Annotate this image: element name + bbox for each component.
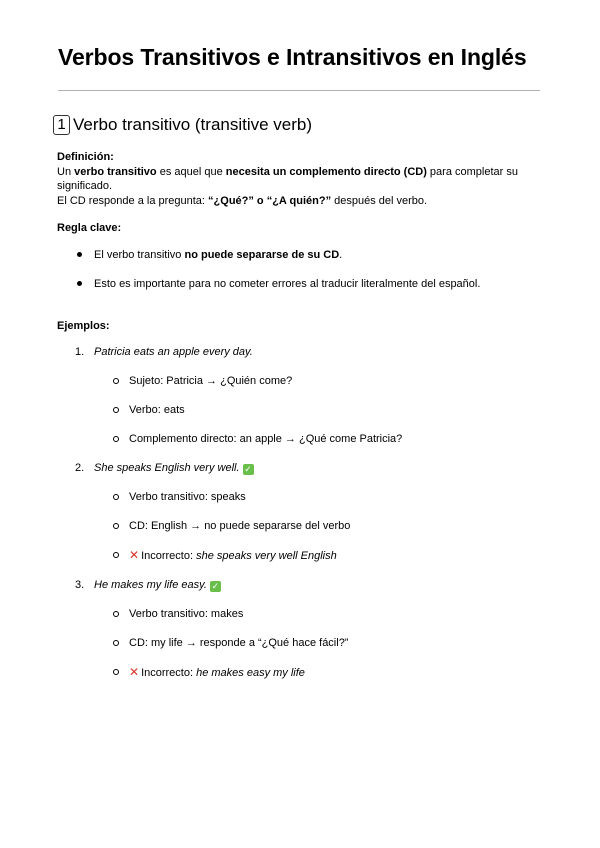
sub-bullet-circle	[113, 552, 119, 558]
example-incorrect: ✕ Incorrecto: she speaks very well English	[129, 548, 337, 562]
example-number: 2.	[75, 462, 85, 474]
sub-bullet-circle	[113, 640, 119, 646]
sub-bullet-circle	[113, 407, 119, 413]
definition-line-3: El CD responde a la pregunta: “¿Qué?” o “¿A quién?” después del verbo.	[57, 195, 428, 207]
section-heading	[53, 115, 312, 135]
check-mark-icon: ✓	[244, 464, 252, 474]
title-divider	[58, 90, 540, 91]
example-number: 3.	[75, 579, 85, 591]
page-title: Verbos Transitivos e Intransitivos en Inglés	[58, 44, 527, 70]
definition-line-1: Un verbo transitivo es aquel que necesita un complemento directo (CD) para completar su	[57, 166, 518, 178]
key-rule-item: El verbo transitivo no puede separarse de su CD.	[94, 249, 343, 261]
example-sentence-line	[94, 461, 254, 475]
sub-bullet-circle	[113, 436, 119, 442]
definition-line-2: significado.	[57, 180, 113, 192]
sub-bullet-circle	[113, 378, 119, 384]
sub-bullet-circle	[113, 669, 119, 675]
example-detail: Verbo transitivo: makes	[129, 608, 244, 620]
sub-bullet-circle	[113, 494, 119, 500]
example-detail: Sujeto: Patricia → ¿Quién come?	[129, 375, 293, 387]
example-sentence: He makes my life easy.	[94, 579, 207, 591]
example-detail: Verbo: eats	[129, 404, 185, 416]
example-number: 1.	[75, 346, 85, 358]
check-mark-icon: ✓	[211, 581, 220, 591]
example-sentence: Patricia eats an apple every day.	[94, 346, 253, 358]
examples-label: Ejemplos:	[57, 320, 110, 332]
section-heading-text: Verbo transitivo (transitive verb)	[73, 115, 313, 134]
example-detail: CD: English → no puede separarse del verbo	[129, 520, 351, 532]
example-sentence-line	[94, 578, 221, 592]
example-detail: Verbo transitivo: speaks	[129, 491, 246, 503]
key-rule-label: Regla clave:	[57, 222, 122, 234]
bullet-dot	[77, 252, 82, 257]
bullet-dot	[77, 281, 82, 286]
example-detail: Complemento directo: an apple → ¿Qué come Patricia?	[129, 433, 403, 445]
section-number-badge: 1	[53, 115, 70, 135]
cross-mark-icon: ✕	[129, 665, 140, 679]
cross-mark-icon: ✕	[129, 548, 140, 562]
sub-bullet-circle	[113, 611, 119, 617]
example-incorrect: ✕ Incorrecto: he makes easy my life	[129, 665, 305, 679]
key-rule-item: Esto es importante para no cometer errores al traducir literalmente del español.	[94, 278, 481, 290]
example-sentence: She speaks English very well.	[94, 462, 240, 474]
sub-bullet-circle	[113, 523, 119, 529]
definition-label: Definición:	[57, 151, 114, 163]
example-detail: CD: my life → responde a “¿Qué hace fácil?”	[129, 637, 349, 649]
